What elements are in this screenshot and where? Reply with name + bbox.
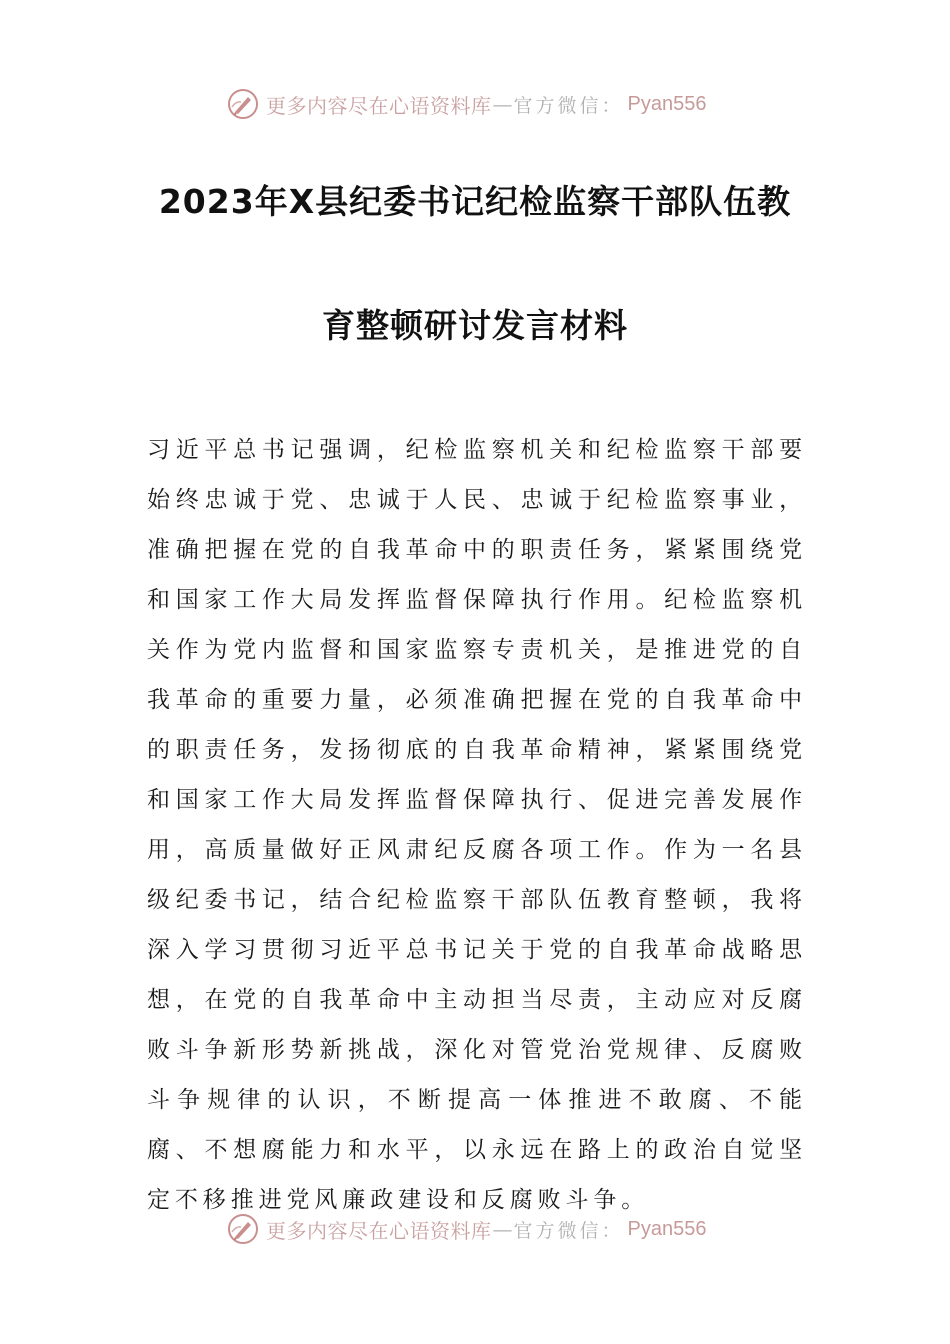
watermark-wechat-id: Pyan556 [627, 92, 707, 115]
watermark-site-text: 更多内容尽在心语资料库 [266, 93, 492, 118]
watermark-separator: — [492, 1217, 513, 1241]
watermark-site-text: 更多内容尽在心语资料库 [266, 1218, 492, 1243]
watermark-official-label: 官方微信： [513, 94, 624, 117]
watermark-wechat-id: Pyan556 [627, 1217, 707, 1240]
header-watermark [226, 86, 706, 122]
watermark-separator: — [492, 92, 513, 116]
footer-watermark [226, 1211, 706, 1247]
body-paragraph: 习近平总书记强调，纪检监察机关和纪检监察干部要始终忠诚于党、忠诚于人民、忠诚于纪检监察事业，准确把握在党的自我革命中的职责任务，紧紧围绕党和国家工作大局发挥监督保障执行作用。纪检监察机关作为党内监督和国家监察专责机关，是推进党的自我革命的重要力量，必须准确把握在党的自我革命中的职责任务，发扬彻底的自我革命精神，紧紧围绕党和国家工作大局发挥监督保障执行、促进完善发展作用，高质量做好正风肃纪反腐各项工作。作为一名县级纪委书记，结合纪检监察干部队伍教育整顿，我将深入学习贯彻习近平总书记关于党的自我革命战略思想，在党的自我革命中主动担当尽责，主动应对反腐败斗争新形势新挑战，深化对管党治党规律、反腐败斗争规律的认识，不断提高一体推进不敢腐、不能腐、不想腐能力和水平，以永远在路上的政治自觉坚定不移推进党风廉政建设和反腐败斗争。 [147, 437, 807, 1213]
document-title-line-2: 育整顿研讨发言材料 [322, 306, 628, 345]
pen-logo-icon [226, 1212, 260, 1246]
pen-logo-icon [226, 87, 260, 121]
watermark-official-label: 官方微信： [513, 1219, 624, 1242]
document-title-line-1: 2023年X县纪委书记纪检监察干部队伍教 [158, 182, 792, 221]
